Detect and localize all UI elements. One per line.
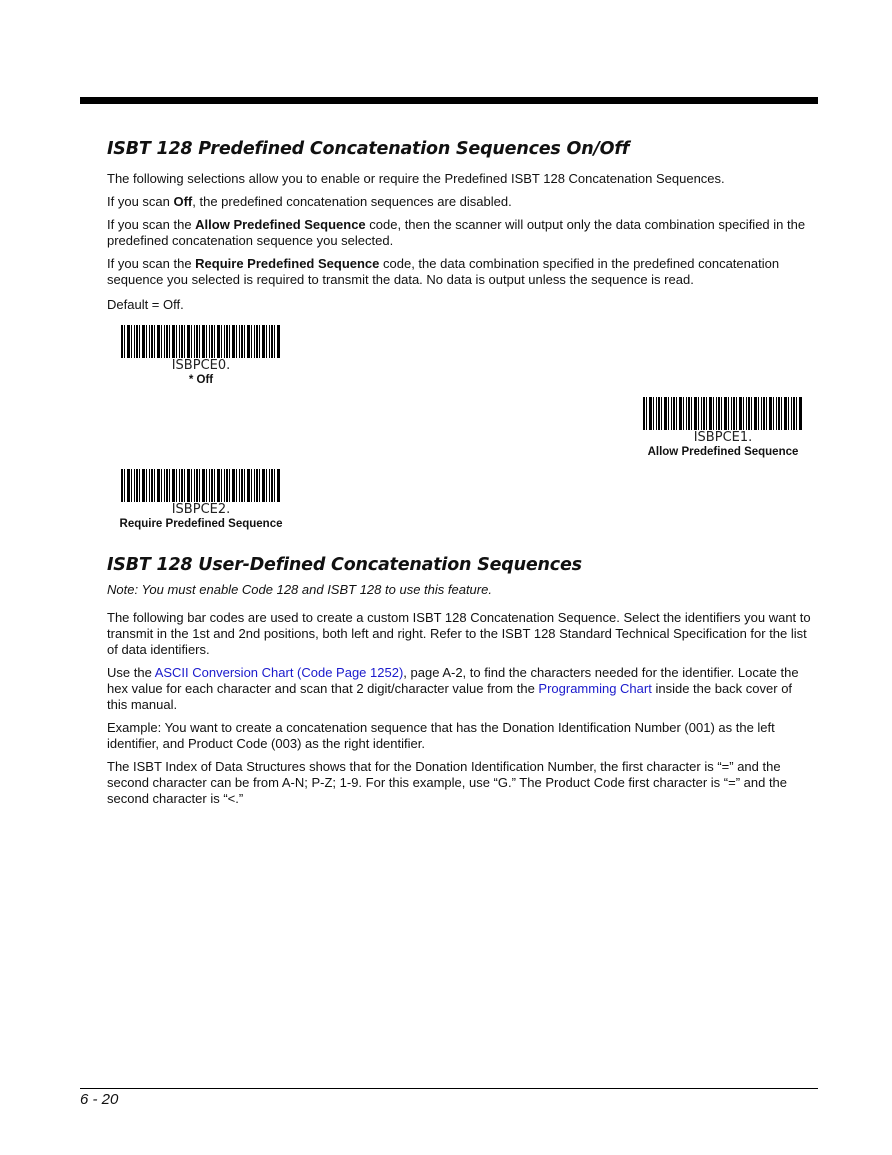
page-number: 6 - 20 [80, 1091, 119, 1108]
section-title-user-defined: ISBT 128 User-Defined Concatenation Sequences [107, 555, 582, 575]
ascii-chart-link[interactable]: ASCII Conversion Chart (Code Page 1252) [154, 665, 404, 680]
barcode-bars [121, 325, 281, 358]
user-defined-section [107, 555, 815, 807]
programming-chart-link[interactable]: Programming Chart [538, 681, 652, 696]
ascii-paragraph [107, 665, 815, 713]
default-note: Default = Off. [107, 297, 184, 312]
page-content [107, 139, 815, 313]
text: code, the data combination specified in the predefined concatenation sequence you selected is required to transmit the data. No data is output unless the sequence is read. [107, 256, 780, 287]
header-rule [80, 97, 818, 104]
text: inside the back cover of this manual. [107, 681, 793, 712]
text: , the predefined concatenation sequences are disabled. [192, 194, 512, 209]
off-paragraph [107, 194, 815, 210]
text: , page A-2, to find the characters needed for the identifier. Locate the hex value for each character and scan that 2 digit/character value from the [107, 665, 799, 696]
allow-paragraph [107, 217, 815, 249]
custom-sequence-paragraph: The following bar codes are used to create a custom ISBT 128 Concatenation Sequence. Select the identifiers you want to transmit in the 1st and 2nd positions, both left and right. Refer to the ISBT 128 Standard Technical Specification for the list of data identifiers. [107, 610, 811, 657]
require-paragraph [107, 256, 815, 288]
barcode-require-predefined[interactable] [113, 469, 289, 531]
barcode-text: ISBPCE0. [171, 358, 231, 373]
barcode-bars [643, 397, 803, 430]
feature-note: Note: You must enable Code 128 and ISBT 128 to use this feature. [107, 582, 492, 597]
barcode-off[interactable] [115, 325, 287, 387]
barcode-bars [121, 469, 281, 502]
allow-bold: Allow Predefined Sequence [195, 217, 366, 232]
example-paragraph: Example: You want to create a concatenation sequence that has the Donation Identification Number (001) as the left identifier, and Product Code (003) as the right identifier. [107, 720, 775, 751]
section-title-predefined: ISBT 128 Predefined Concatenation Sequences On/Off [107, 139, 630, 159]
text: If you scan the [107, 217, 196, 232]
barcode-text: ISBPCE1. [693, 430, 753, 445]
footer-rule [80, 1088, 818, 1089]
barcode-label: Allow Predefined Sequence [647, 446, 799, 458]
intro-paragraph: The following selections allow you to enable or require the Predefined ISBT 128 Concatenation Sequences. [107, 171, 725, 186]
text: code, then the scanner will output only the data combination specified in the predefined concatenation sequence you selected. [107, 217, 806, 248]
barcode-label: * Off [188, 374, 214, 386]
barcode-label: Require Predefined Sequence [119, 518, 283, 530]
require-bold: Require Predefined Sequence [195, 256, 380, 271]
off-bold: Off [173, 194, 193, 209]
index-paragraph: The ISBT Index of Data Structures shows that for the Donation Identification Number, the first character is “=” and the second character can be from A-N; P-Z; 1-9. For this example, use “G.” The Product Code first character is “=” and the second character is “<.” [107, 759, 788, 806]
text: If you scan the [107, 256, 196, 271]
text: Use the [107, 665, 155, 680]
text: If you scan [107, 194, 174, 209]
barcode-allow-predefined[interactable] [636, 397, 810, 459]
barcode-text: ISBPCE2. [171, 502, 231, 517]
